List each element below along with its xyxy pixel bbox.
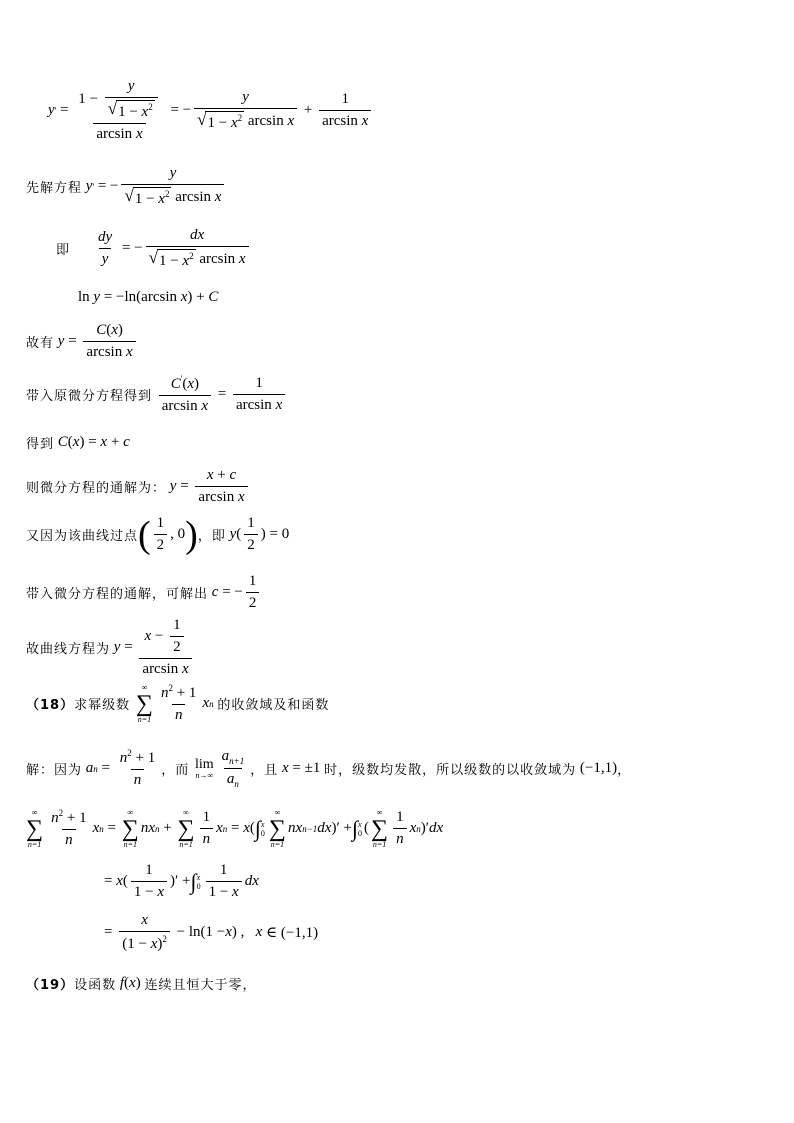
solution-mid-3: 时，级数均发散，所以级数的以收敛域为: [324, 763, 577, 778]
label-solve-c: 带入微分方程的通解，可解出: [26, 587, 209, 602]
label-general-solution: 则微分方程的通解为：: [26, 481, 167, 496]
question-18: （18） 求幂级数 ∞ ∑ n=1 $\frac{n^2 + 1}{n}$ x n 的收敛域及和函数: [26, 682, 330, 724]
equation-homogeneous: 先解方程 y ' = − y √ $1 - x^2$ arcsin x: [26, 165, 227, 208]
solution-mid-1: ，而: [161, 763, 190, 778]
label-namely: 即: [56, 243, 71, 258]
equation-c-value: 带入微分方程的通解，可解出 c = − $\frac{1}{2}$: [26, 573, 262, 612]
label-obtain: 得到: [26, 437, 55, 452]
label-namely-2: ，即: [197, 529, 226, 544]
sum-derivation-3: = $\frac{x}{(1 - x)^2}$ − ln(1 − x ) , x ∈ (−1,1): [104, 912, 319, 952]
label-curve-equation: 故曲线方程为: [26, 642, 111, 657]
solution-label: 解：因为: [26, 763, 83, 778]
equation-general-solution: 则微分方程的通解为： y = $\frac{x + c}{\text{arcsin x}}$: [26, 467, 251, 506]
label-therefore: 故有: [26, 336, 55, 351]
equation-substitute: 带入原微分方程得到 $\frac{C'(x)}{\text{arcsin x}}$ = $\frac{1}{\text{arcsin x}}$: [26, 374, 288, 415]
question-19-number: （19）: [26, 978, 75, 993]
solution-mid-2: ，且: [250, 763, 279, 778]
sum-derivation-2: = x ( $\frac{1}{1 - x}$ )′ + ∫ x 0 $\frac{1}{1 - x}$ dx: [104, 862, 259, 900]
question-18-tail: 的收敛域及和函数: [217, 698, 330, 713]
solution-end: ，: [617, 763, 632, 778]
question-18-text: 求幂级数: [74, 698, 131, 713]
question-19-tail: 连续且恒大于零，: [144, 978, 257, 993]
label-passes-point: 又因为该曲线过点: [26, 529, 139, 544]
label-first-solve: 先解方程: [26, 181, 83, 196]
sum-derivation-1: ∞ ∑ n=1 $\frac{n^2 + 1}{n}$ x n = ∞ ∑ n=1 nx n + ∞ ∑ n=1 $\frac{1}{n}$ x n = x ( ∫ x 0 ∞ ∑ n=1 nx n−1 dx )′ + ∫ x 0 ( ∞ ∑ n=1 $\frac{1}{n}$ x n )′ dx: [26, 807, 444, 849]
equation-ln: ln y = −ln(arcsin x ) + C: [78, 289, 219, 305]
equation-therefore: 故有 y = $\frac{C(x)}{\text{arcsin x}}$: [26, 322, 139, 361]
question-19-text: 设函数: [74, 978, 117, 993]
equation-separated: 即 $\frac{dy}{y}$ = − dx √ $1 - x^2$ arcsin x: [56, 227, 252, 270]
question-18-number: （18）: [26, 698, 75, 713]
equation-curve: 故曲线方程为 y = x − $\frac{1}{2}$ arcsin x: [26, 617, 195, 678]
solution-18-intro: 解：因为 a n = $\frac{n^2 + 1}{n}$ ，而 lim n→∞ $\frac{a_{n+1}}{a_n}$ ，且 x = ±1 时，级数均发散，所以级数的以收敛域为 (−1,1) ，: [26, 748, 632, 789]
equation-point: 又因为该曲线过点 ( $\frac{1}{2}$ , 0 ) ，即 y ( $\frac{1}{2}$ ) = 0: [26, 513, 290, 556]
label-substitute: 带入原微分方程得到: [26, 389, 153, 404]
equation-yprime: y ' = 1 − y √ $1 - x^2$ arcsin x = − y √ $1 - x^2$ arcsin x + $\frac{1}{\text{arcsin x}}$: [48, 78, 374, 143]
question-19: （19） 设函数 f ( x ) 连续且恒大于零，: [26, 975, 257, 993]
equation-cx: 得到 C ( x ) = x + c: [26, 434, 130, 452]
